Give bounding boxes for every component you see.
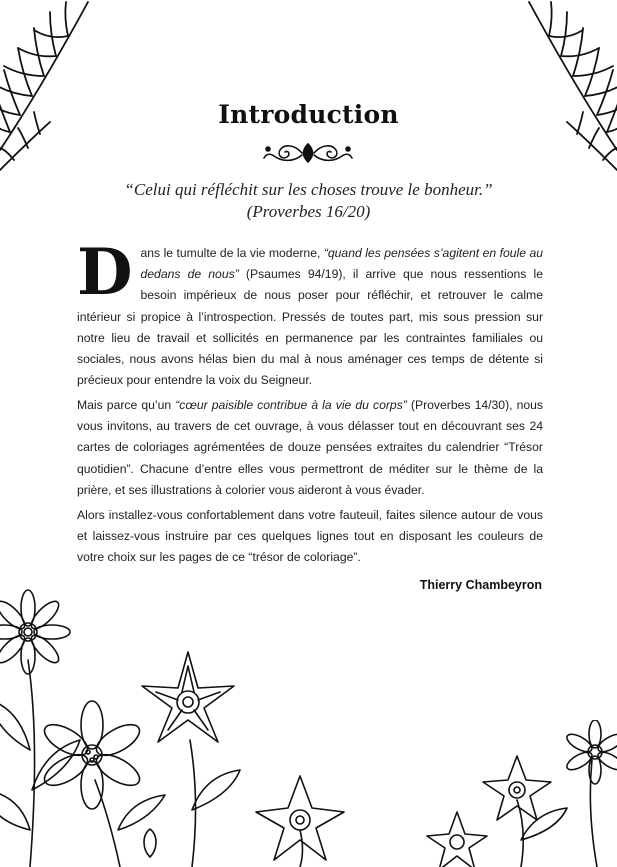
drop-cap: D	[77, 235, 133, 310]
paragraph-2-text-a: Mais parce qu’un	[77, 398, 176, 412]
ornament-divider-icon	[258, 140, 358, 171]
paragraph-2-text-b: (Proverbes 14/30), nous vous invitons, au travers de cet ouvrage, à vous délasser tout en découvrant ses 24 cartes de coloriages agrémentées de douze pensées extraites du calendrier “Trésor quotidien”. Chacune d’entre elles vous permettront de méditer sur le thème de la prière, et ses illustrations à colorier vous aideront à vous évader.	[77, 398, 543, 497]
fern-left-illustration	[0, 0, 95, 175]
flowers-right-illustration	[417, 720, 617, 867]
flowers-left-illustration	[0, 580, 360, 867]
quote-text: “Celui qui réfléchit sur les choses trouve le bonheur.”	[124, 180, 493, 199]
paragraph-1	[77, 235, 544, 391]
paragraph-3-text: Alors installez-vous confortablement dans votre fauteuil, faites silence autour de vous et laissez-vous instruire par ces quelques lignes tout en disposant les couleurs de votre choix sur les pages de ce “trésor de coloriage”.	[77, 508, 543, 565]
paragraph-2	[77, 395, 543, 501]
paragraph-1-quote: “quand les pensées s’agitent en foule au dedans de nous”	[140, 246, 544, 282]
page-title: Introduction	[218, 100, 399, 129]
paragraph-1-text-a: ans le tumulte de la vie moderne,	[140, 246, 324, 260]
paragraph-2-quote: “cœur paisible contribue à la vie du corps”	[175, 398, 407, 412]
paragraph-1-text-b: (Psaumes 94/19), il arrive que nous ressentions le besoin impérieux de nous poser pour réfléchir, et retrouver le calme intérieur si propice à l’introspection. Pressés de toutes part, mis sous pression sur notre lieu de travail et sollicités en permanence par les contraintes familiales ou sociales, nous avons hélas bien du mal à nous aménager ces temps de détente si précieux pour entendre la voix du Seigneur.	[77, 267, 543, 388]
author-signature: Thierry Chambeyron	[419, 578, 542, 592]
paragraph-3	[77, 505, 543, 569]
fern-right-illustration	[522, 0, 617, 175]
quote-reference: (Proverbes 16/20)	[246, 202, 371, 221]
